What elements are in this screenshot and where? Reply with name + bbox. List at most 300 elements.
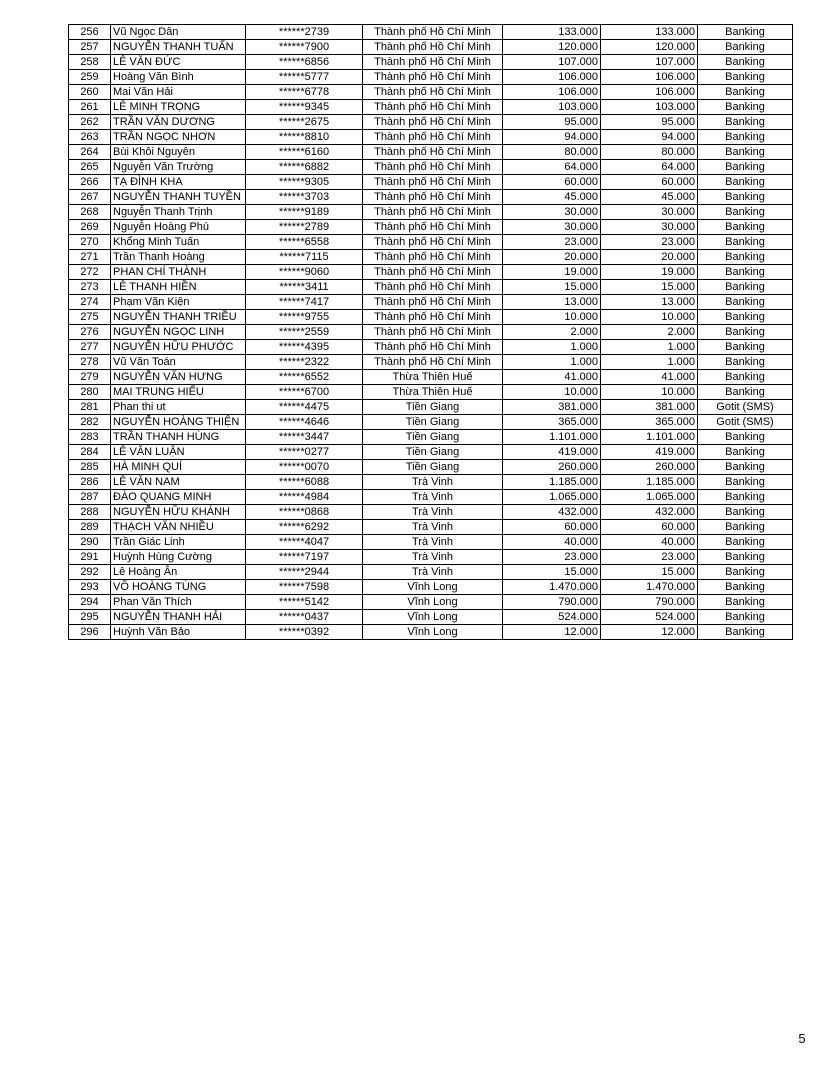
cell-amount-paid: 106.000 (601, 70, 698, 85)
cell-recipient-name: HÀ MINH QUÍ (111, 460, 246, 475)
cell-location: Thành phố Hồ Chí Minh (363, 130, 503, 145)
cell-payment-method: Banking (698, 550, 793, 565)
cell-payment-method: Banking (698, 610, 793, 625)
cell-row-number: 274 (69, 295, 111, 310)
cell-location: Thành phố Hồ Chí Minh (363, 265, 503, 280)
cell-amount-paid: 23.000 (601, 235, 698, 250)
cell-row-number: 261 (69, 100, 111, 115)
cell-masked-account: ******6292 (246, 520, 363, 535)
cell-row-number: 277 (69, 340, 111, 355)
cell-amount-paid: 10.000 (601, 385, 698, 400)
cell-row-number: 260 (69, 85, 111, 100)
cell-amount-paid: 95.000 (601, 115, 698, 130)
cell-masked-account: ******6778 (246, 85, 363, 100)
cell-amount-paid: 524.000 (601, 610, 698, 625)
cell-amount-paid: 2.000 (601, 325, 698, 340)
table-row (69, 235, 793, 250)
cell-amount-paid: 432.000 (601, 505, 698, 520)
table-row (69, 145, 793, 160)
cell-amount: 15.000 (503, 280, 601, 295)
cell-row-number: 291 (69, 550, 111, 565)
cell-amount: 1.185.000 (503, 475, 601, 490)
cell-masked-account: ******0277 (246, 445, 363, 460)
table-row (69, 85, 793, 100)
cell-amount-paid: 103.000 (601, 100, 698, 115)
cell-amount: 365.000 (503, 415, 601, 430)
cell-location: Thành phố Hồ Chí Minh (363, 310, 503, 325)
cell-amount: 106.000 (503, 70, 601, 85)
cell-amount-paid: 40.000 (601, 535, 698, 550)
cell-payment-method: Banking (698, 100, 793, 115)
cell-amount: 381.000 (503, 400, 601, 415)
table-row (69, 265, 793, 280)
cell-amount: 432.000 (503, 505, 601, 520)
cell-payment-method: Banking (698, 175, 793, 190)
cell-amount-paid: 60.000 (601, 520, 698, 535)
cell-row-number: 296 (69, 625, 111, 640)
cell-recipient-name: THẠCH VĂN NHIỀU (111, 520, 246, 535)
cell-masked-account: ******9060 (246, 265, 363, 280)
cell-amount: 1.000 (503, 340, 601, 355)
cell-location: Trà Vinh (363, 550, 503, 565)
cell-row-number: 273 (69, 280, 111, 295)
cell-payment-method: Banking (698, 145, 793, 160)
cell-row-number: 280 (69, 385, 111, 400)
cell-recipient-name: Nguyễn Thanh Trịnh (111, 205, 246, 220)
cell-amount-paid: 12.000 (601, 625, 698, 640)
cell-payment-method: Banking (698, 85, 793, 100)
cell-masked-account: ******9189 (246, 205, 363, 220)
cell-location: Tiền Giang (363, 400, 503, 415)
cell-masked-account: ******4475 (246, 400, 363, 415)
cell-recipient-name: Bùi Khôi Nguyên (111, 145, 246, 160)
cell-recipient-name: TRẦN THANH HÙNG (111, 430, 246, 445)
cell-amount: 15.000 (503, 565, 601, 580)
cell-row-number: 264 (69, 145, 111, 160)
cell-masked-account: ******2322 (246, 355, 363, 370)
cell-row-number: 257 (69, 40, 111, 55)
cell-location: Thành phố Hồ Chí Minh (363, 235, 503, 250)
table-row (69, 70, 793, 85)
cell-amount: 30.000 (503, 220, 601, 235)
cell-amount: 1.000 (503, 355, 601, 370)
cell-row-number: 294 (69, 595, 111, 610)
cell-amount: 41.000 (503, 370, 601, 385)
cell-amount-paid: 106.000 (601, 85, 698, 100)
cell-payment-method: Banking (698, 190, 793, 205)
cell-row-number: 275 (69, 310, 111, 325)
cell-payment-method: Banking (698, 280, 793, 295)
cell-row-number: 295 (69, 610, 111, 625)
cell-recipient-name: VÕ HOÀNG TÙNG (111, 580, 246, 595)
table-row (69, 205, 793, 220)
cell-masked-account: ******3447 (246, 430, 363, 445)
cell-recipient-name: NGUYỄN THANH TRIỀU (111, 310, 246, 325)
table-row (69, 175, 793, 190)
cell-location: Tiền Giang (363, 415, 503, 430)
table-row (69, 445, 793, 460)
cell-amount: 106.000 (503, 85, 601, 100)
cell-amount: 103.000 (503, 100, 601, 115)
cell-masked-account: ******3411 (246, 280, 363, 295)
cell-payment-method: Banking (698, 310, 793, 325)
cell-masked-account: ******5142 (246, 595, 363, 610)
cell-recipient-name: NGUYỄN HỮU PHƯỚC (111, 340, 246, 355)
cell-row-number: 284 (69, 445, 111, 460)
cell-location: Trà Vinh (363, 565, 503, 580)
cell-amount-paid: 1.000 (601, 340, 698, 355)
cell-masked-account: ******6552 (246, 370, 363, 385)
cell-amount-paid: 1.101.000 (601, 430, 698, 445)
cell-row-number: 285 (69, 460, 111, 475)
cell-payment-method: Banking (698, 295, 793, 310)
cell-location: Thành phố Hồ Chí Minh (363, 175, 503, 190)
cell-amount-paid: 20.000 (601, 250, 698, 265)
cell-recipient-name: LÊ VĂN LUẬN (111, 445, 246, 460)
cell-location: Trà Vinh (363, 490, 503, 505)
cell-payment-method: Banking (698, 55, 793, 70)
cell-amount: 10.000 (503, 310, 601, 325)
cell-location: Trà Vinh (363, 535, 503, 550)
cell-masked-account: ******0868 (246, 505, 363, 520)
cell-recipient-name: MAI TRUNG HIẾU (111, 385, 246, 400)
cell-location: Vĩnh Long (363, 625, 503, 640)
cell-amount-paid: 107.000 (601, 55, 698, 70)
cell-location: Trà Vinh (363, 505, 503, 520)
cell-row-number: 292 (69, 565, 111, 580)
cell-location: Thành phố Hồ Chí Minh (363, 145, 503, 160)
table-row (69, 190, 793, 205)
cell-payment-method: Banking (698, 325, 793, 340)
cell-amount-paid: 133.000 (601, 25, 698, 40)
cell-amount-paid: 365.000 (601, 415, 698, 430)
cell-location: Trà Vinh (363, 520, 503, 535)
cell-location: Thừa Thiên Huế (363, 370, 503, 385)
cell-location: Vĩnh Long (363, 580, 503, 595)
cell-masked-account: ******6856 (246, 55, 363, 70)
cell-masked-account: ******8810 (246, 130, 363, 145)
table-row (69, 520, 793, 535)
cell-row-number: 270 (69, 235, 111, 250)
cell-amount: 120.000 (503, 40, 601, 55)
cell-location: Thành phố Hồ Chí Minh (363, 190, 503, 205)
table-row (69, 115, 793, 130)
cell-row-number: 281 (69, 400, 111, 415)
table-row (69, 130, 793, 145)
table-row (69, 160, 793, 175)
cell-amount-paid: 790.000 (601, 595, 698, 610)
cell-location: Vĩnh Long (363, 595, 503, 610)
cell-amount: 23.000 (503, 235, 601, 250)
cell-location: Thành phố Hồ Chí Minh (363, 325, 503, 340)
cell-recipient-name: Nguyễn Văn Trường (111, 160, 246, 175)
cell-amount: 80.000 (503, 145, 601, 160)
cell-payment-method: Banking (698, 490, 793, 505)
cell-payment-method: Gotit (SMS) (698, 400, 793, 415)
cell-masked-account: ******4646 (246, 415, 363, 430)
cell-location: Thành phố Hồ Chí Minh (363, 115, 503, 130)
cell-amount: 260.000 (503, 460, 601, 475)
cell-recipient-name: TRẦN NGỌC NHƠN (111, 130, 246, 145)
cell-row-number: 278 (69, 355, 111, 370)
cell-payment-method: Banking (698, 250, 793, 265)
cell-row-number: 267 (69, 190, 111, 205)
cell-amount-paid: 45.000 (601, 190, 698, 205)
cell-masked-account: ******7417 (246, 295, 363, 310)
cell-recipient-name: Phạm Văn Kiện (111, 295, 246, 310)
cell-masked-account: ******9305 (246, 175, 363, 190)
cell-amount: 1.101.000 (503, 430, 601, 445)
cell-masked-account: ******7197 (246, 550, 363, 565)
cell-masked-account: ******4395 (246, 340, 363, 355)
cell-payment-method: Banking (698, 355, 793, 370)
cell-payment-method: Banking (698, 475, 793, 490)
cell-location: Thành phố Hồ Chí Minh (363, 40, 503, 55)
cell-amount-paid: 15.000 (601, 280, 698, 295)
table-row (69, 595, 793, 610)
cell-row-number: 263 (69, 130, 111, 145)
cell-amount: 12.000 (503, 625, 601, 640)
table-row (69, 25, 793, 40)
table-row (69, 565, 793, 580)
cell-amount-paid: 1.185.000 (601, 475, 698, 490)
cell-amount: 107.000 (503, 55, 601, 70)
cell-payment-method: Banking (698, 580, 793, 595)
cell-location: Thành phố Hồ Chí Minh (363, 295, 503, 310)
cell-row-number: 276 (69, 325, 111, 340)
cell-masked-account: ******0437 (246, 610, 363, 625)
table-row (69, 460, 793, 475)
cell-payment-method: Banking (698, 445, 793, 460)
cell-location: Thành phố Hồ Chí Minh (363, 25, 503, 40)
cell-amount: 60.000 (503, 520, 601, 535)
cell-payment-method: Banking (698, 235, 793, 250)
cell-row-number: 258 (69, 55, 111, 70)
cell-row-number: 268 (69, 205, 111, 220)
cell-amount: 2.000 (503, 325, 601, 340)
cell-recipient-name: Trần Giác Linh (111, 535, 246, 550)
table-row (69, 325, 793, 340)
table-row (69, 220, 793, 235)
cell-payment-method: Banking (698, 370, 793, 385)
table-row (69, 415, 793, 430)
cell-location: Thành phố Hồ Chí Minh (363, 220, 503, 235)
cell-amount-paid: 64.000 (601, 160, 698, 175)
cell-payment-method: Banking (698, 70, 793, 85)
cell-recipient-name: Hoàng Văn Bình (111, 70, 246, 85)
cell-location: Thành phố Hồ Chí Minh (363, 250, 503, 265)
cell-location: Thành phố Hồ Chí Minh (363, 355, 503, 370)
cell-location: Thành phố Hồ Chí Minh (363, 280, 503, 295)
cell-location: Thành phố Hồ Chí Minh (363, 205, 503, 220)
cell-row-number: 289 (69, 520, 111, 535)
cell-amount: 10.000 (503, 385, 601, 400)
cell-row-number: 266 (69, 175, 111, 190)
cell-recipient-name: Trần Thanh Hoàng (111, 250, 246, 265)
cell-masked-account: ******6558 (246, 235, 363, 250)
table-row (69, 385, 793, 400)
cell-masked-account: ******2944 (246, 565, 363, 580)
cell-payment-method: Banking (698, 25, 793, 40)
cell-recipient-name: Mai Văn Hải (111, 85, 246, 100)
cell-location: Trà Vinh (363, 475, 503, 490)
cell-recipient-name: NGUYỄN THANH HẢI (111, 610, 246, 625)
cell-payment-method: Banking (698, 625, 793, 640)
cell-amount: 40.000 (503, 535, 601, 550)
cell-masked-account: ******6700 (246, 385, 363, 400)
cell-location: Tiền Giang (363, 445, 503, 460)
cell-amount-paid: 30.000 (601, 220, 698, 235)
cell-location: Tiền Giang (363, 460, 503, 475)
cell-masked-account: ******4984 (246, 490, 363, 505)
cell-recipient-name: NGUYỄN THANH TUẤN (111, 40, 246, 55)
cell-recipient-name: LÊ VĂN ĐỨC (111, 55, 246, 70)
cell-amount-paid: 80.000 (601, 145, 698, 160)
cell-row-number: 259 (69, 70, 111, 85)
cell-amount-paid: 13.000 (601, 295, 698, 310)
cell-payment-method: Banking (698, 385, 793, 400)
cell-payment-method: Gotit (SMS) (698, 415, 793, 430)
cell-location: Thành phố Hồ Chí Minh (363, 100, 503, 115)
cell-recipient-name: Khổng Minh Tuấn (111, 235, 246, 250)
cell-recipient-name: Vũ Văn Toán (111, 355, 246, 370)
cell-recipient-name: TRẦN VĂN DƯƠNG (111, 115, 246, 130)
table-row (69, 340, 793, 355)
table-row (69, 625, 793, 640)
table-row (69, 355, 793, 370)
cell-amount: 790.000 (503, 595, 601, 610)
cell-amount-paid: 1.065.000 (601, 490, 698, 505)
cell-masked-account: ******5777 (246, 70, 363, 85)
cell-payment-method: Banking (698, 130, 793, 145)
cell-amount: 95.000 (503, 115, 601, 130)
table-row (69, 400, 793, 415)
cell-amount: 1.470.000 (503, 580, 601, 595)
cell-payment-method: Banking (698, 535, 793, 550)
cell-payment-method: Banking (698, 520, 793, 535)
cell-location: Thành phố Hồ Chí Minh (363, 55, 503, 70)
cell-location: Thành phố Hồ Chí Minh (363, 340, 503, 355)
cell-row-number: 293 (69, 580, 111, 595)
cell-row-number: 286 (69, 475, 111, 490)
cell-masked-account: ******7115 (246, 250, 363, 265)
cell-row-number: 269 (69, 220, 111, 235)
table-row (69, 100, 793, 115)
cell-masked-account: ******9755 (246, 310, 363, 325)
table-row (69, 475, 793, 490)
cell-amount-paid: 381.000 (601, 400, 698, 415)
table-row (69, 505, 793, 520)
cell-amount: 19.000 (503, 265, 601, 280)
cell-amount-paid: 1.470.000 (601, 580, 698, 595)
cell-masked-account: ******6160 (246, 145, 363, 160)
cell-amount-paid: 60.000 (601, 175, 698, 190)
table-row (69, 490, 793, 505)
cell-payment-method: Banking (698, 160, 793, 175)
cell-amount: 419.000 (503, 445, 601, 460)
cell-amount-paid: 120.000 (601, 40, 698, 55)
cell-amount-paid: 1.000 (601, 355, 698, 370)
cell-amount: 133.000 (503, 25, 601, 40)
cell-masked-account: ******3703 (246, 190, 363, 205)
cell-row-number: 271 (69, 250, 111, 265)
cell-recipient-name: PHAN CHÍ THÀNH (111, 265, 246, 280)
cell-recipient-name: NGUYỄN NGỌC LINH (111, 325, 246, 340)
cell-location: Vĩnh Long (363, 610, 503, 625)
cell-amount: 1.065.000 (503, 490, 601, 505)
table-row (69, 370, 793, 385)
cell-recipient-name: ĐÀO QUANG MINH (111, 490, 246, 505)
cell-payment-method: Banking (698, 505, 793, 520)
cell-recipient-name: Huỳnh Văn Bảo (111, 625, 246, 640)
cell-row-number: 262 (69, 115, 111, 130)
cell-payment-method: Banking (698, 265, 793, 280)
cell-amount-paid: 94.000 (601, 130, 698, 145)
cell-masked-account: ******9345 (246, 100, 363, 115)
cell-amount: 94.000 (503, 130, 601, 145)
cell-recipient-name: TẠ ĐÌNH KHA (111, 175, 246, 190)
cell-amount-paid: 41.000 (601, 370, 698, 385)
table-row (69, 55, 793, 70)
cell-row-number: 256 (69, 25, 111, 40)
cell-masked-account: ******2789 (246, 220, 363, 235)
cell-row-number: 290 (69, 535, 111, 550)
cell-row-number: 282 (69, 415, 111, 430)
cell-amount: 524.000 (503, 610, 601, 625)
cell-masked-account: ******7900 (246, 40, 363, 55)
cell-masked-account: ******2739 (246, 25, 363, 40)
cell-amount: 23.000 (503, 550, 601, 565)
cell-amount: 64.000 (503, 160, 601, 175)
cell-amount-paid: 419.000 (601, 445, 698, 460)
cell-row-number: 279 (69, 370, 111, 385)
page-number: 5 (798, 1031, 806, 1046)
table-row (69, 310, 793, 325)
cell-payment-method: Banking (698, 40, 793, 55)
table-row (69, 535, 793, 550)
table-row (69, 280, 793, 295)
cell-masked-account: ******0070 (246, 460, 363, 475)
table-row (69, 580, 793, 595)
cell-amount-paid: 10.000 (601, 310, 698, 325)
cell-row-number: 287 (69, 490, 111, 505)
cell-location: Thừa Thiên Huế (363, 385, 503, 400)
cell-masked-account: ******7598 (246, 580, 363, 595)
cell-row-number: 272 (69, 265, 111, 280)
cell-amount-paid: 15.000 (601, 565, 698, 580)
cell-recipient-name: NGUYỄN HỮU KHÁNH (111, 505, 246, 520)
cell-recipient-name: Lê Hoàng Ân (111, 565, 246, 580)
cell-amount: 30.000 (503, 205, 601, 220)
table-row (69, 610, 793, 625)
cell-location: Thành phố Hồ Chí Minh (363, 160, 503, 175)
cell-payment-method: Banking (698, 460, 793, 475)
cell-row-number: 283 (69, 430, 111, 445)
cell-amount-paid: 19.000 (601, 265, 698, 280)
cell-recipient-name: NGUYỄN THANH TUYỀN (111, 190, 246, 205)
cell-location: Tiền Giang (363, 430, 503, 445)
table-row (69, 430, 793, 445)
cell-recipient-name: Phan thi ut (111, 400, 246, 415)
cell-recipient-name: LÊ VĂN NAM (111, 475, 246, 490)
cell-amount-paid: 23.000 (601, 550, 698, 565)
cell-amount: 20.000 (503, 250, 601, 265)
cell-recipient-name: Huỳnh Hùng Cường (111, 550, 246, 565)
cell-payment-method: Banking (698, 220, 793, 235)
table-row (69, 550, 793, 565)
cell-amount-paid: 30.000 (601, 205, 698, 220)
cell-amount: 13.000 (503, 295, 601, 310)
